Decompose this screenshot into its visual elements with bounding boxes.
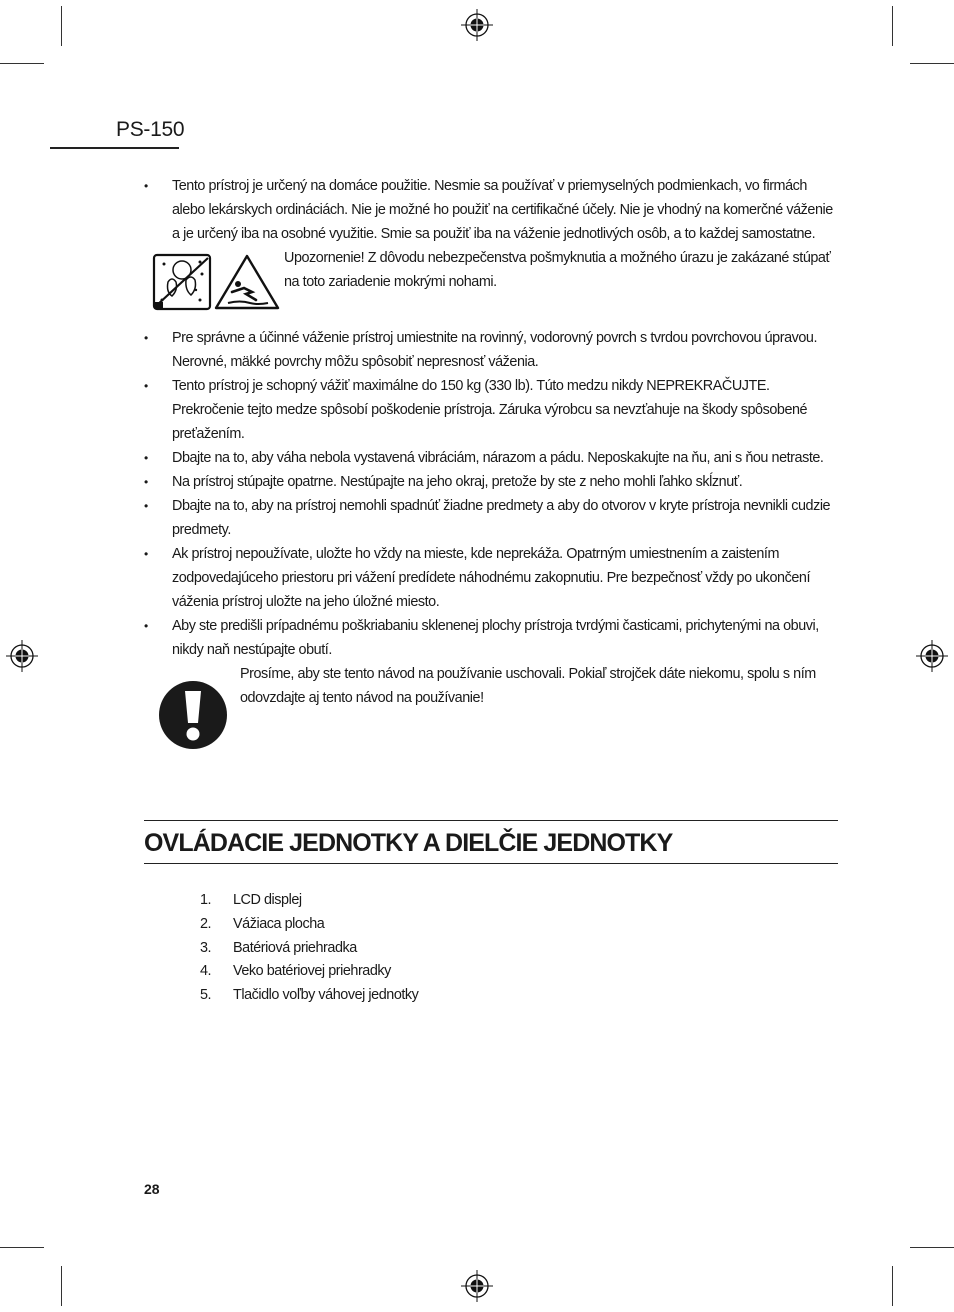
- crop-mark: [892, 1266, 893, 1306]
- item-number: 5.: [200, 987, 212, 1004]
- item-label: Veko batériovej priehradky: [233, 963, 391, 980]
- crop-mark: [0, 63, 44, 64]
- keep-manual-notice: [144, 662, 840, 754]
- item-number: 4.: [200, 963, 212, 980]
- crop-mark: [0, 1247, 44, 1248]
- list-item: [200, 913, 418, 937]
- bullet-item: • Dbajte na to, aby váha nebola vystavená vibráciám, nárazom a pádu. Neposkakujte na ňu, ani s ňou netraste.: [144, 446, 840, 470]
- item-number: 3.: [200, 939, 212, 956]
- registration-mark-icon: [916, 640, 948, 672]
- item-number: 1.: [200, 892, 212, 908]
- registration-mark-icon: [6, 640, 38, 672]
- list-item: [200, 937, 418, 961]
- wet-feet-warning: [144, 246, 840, 318]
- item-number: 2.: [200, 915, 212, 932]
- page-number: 28: [144, 1181, 160, 1197]
- bullet-item: • Ak prístroj nepoužívate, uložte ho vždy na mieste, kde neprekáža. Opatrným umiestnením a zaistením zodpovedajúceho priestoru pri vážení predídete náhodnému zakopnutiu. Pre bezpečnosť vždy po ukončení váženia prístroj uložte na jeho úložné miesto.: [144, 542, 840, 614]
- crop-mark: [61, 6, 62, 46]
- no-wet-feet-icon: [152, 252, 282, 312]
- exclamation-icon: [158, 680, 228, 750]
- registration-mark-icon: [461, 1270, 493, 1302]
- model-name: PS-150: [116, 118, 185, 141]
- safety-instructions: [144, 174, 840, 754]
- crop-mark: [910, 63, 954, 64]
- bullet-item: • Dbajte na to, aby na prístroj nemohli spadnúť žiadne predmety a aby do otvorov v kryte prístroja nevnikli cudzie predmety.: [144, 494, 840, 542]
- notice-text: Prosíme, aby ste tento návod na používanie uschovali. Pokiaľ strojček dáte niekomu, spolu s ním odovzdajte aj tento návod na používanie!: [240, 666, 816, 706]
- item-label: Tlačidlo voľby váhovej jednotky: [233, 987, 419, 1004]
- warning-text: Upozornenie! Z dôvodu nebezpečenstva pošmyknutia a možného úrazu je zakázané stúpať na toto zariadenie mokrými nohami.: [284, 250, 831, 290]
- list-item: [200, 889, 418, 913]
- item-label: Batériová priehradka: [233, 939, 357, 956]
- section-header: [144, 820, 838, 864]
- header-rule: [50, 147, 179, 149]
- bullet-item: • Tento prístroj je určený na domáce použitie. Nesmie sa používať v priemyselných podmienkach, vo firmách alebo lekárskych ordináciách. Nie je možné ho použiť na certifikačné účely. Nie je vhodný na komerčné váženie a je určený iba na osobné využitie. Smie sa použiť iba na váženie jednotlivých osôb, a to každej samostatne.: [144, 174, 840, 246]
- list-item: [200, 984, 418, 1008]
- item-label: LCD displej: [233, 892, 302, 908]
- crop-mark: [61, 1266, 62, 1306]
- section-title: OVLÁDACIE JEDNOTKY A DIELČIE JEDNOTKY: [144, 829, 673, 857]
- bullet-item: • Pre správne a účinné váženie prístroj umiestnite na rovinný, vodorovný povrch s tvrdou povrchovou úpravou. Nerovné, mäkké povrchy môžu spôsobiť nepresnosť váženia.: [144, 326, 840, 374]
- list-item: [200, 960, 418, 984]
- crop-mark: [892, 6, 893, 46]
- bullet-item: • Na prístroj stúpajte opatrne. Nestúpajte na jeho okraj, pretože by ste z neho mohli ľahko skĺznuť.: [144, 470, 840, 494]
- bullet-item: • Tento prístroj je schopný vážiť maximálne do 150 kg (330 lb). Túto medzu nikdy NEPREKRAČUJTE. Prekročenie tejto medze spôsobí poškodenie prístroja. Záruka výrobcu sa nevzťahuje na škody spôsobené preťažením.: [144, 374, 840, 446]
- crop-mark: [910, 1247, 954, 1248]
- bullet-item: • Aby ste predišli prípadnému poškriabaniu sklenenej plochy prístroja tvrdými časticami, prichytenými na obuvi, nikdy naň nestúpajte obutí.: [144, 614, 840, 662]
- parts-list: [200, 889, 418, 1008]
- registration-mark-icon: [461, 9, 493, 41]
- item-label: Vážiaca plocha: [233, 915, 325, 932]
